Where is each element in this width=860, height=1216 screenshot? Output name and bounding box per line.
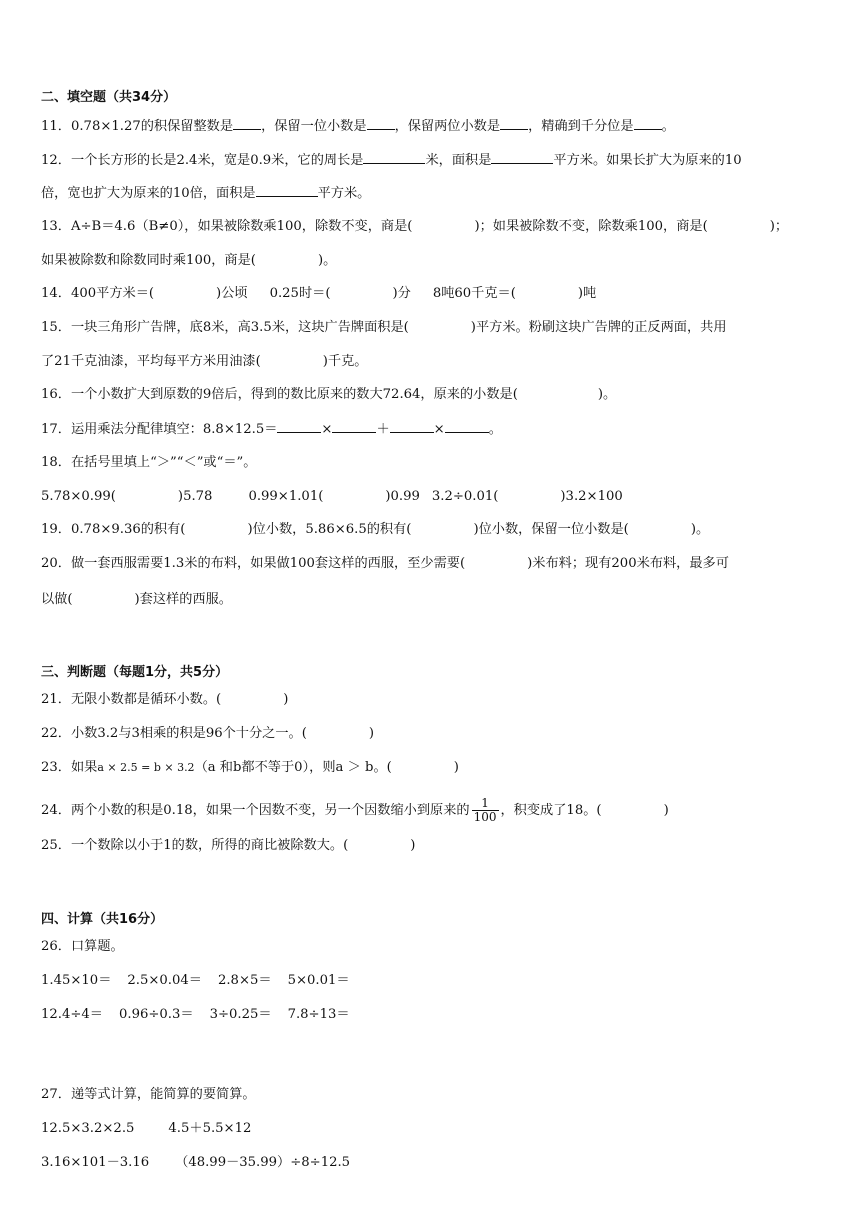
- q18-p2-right: )0.99: [385, 489, 420, 504]
- q19-text-d: )。: [690, 522, 710, 537]
- q14-text-d: )分: [392, 286, 411, 301]
- step-calc-item: 3.16×101－3.16: [41, 1155, 150, 1170]
- question-13: [41, 218, 788, 236]
- q11-text-c: ，保留两位小数是: [394, 119, 501, 134]
- q11-text-a: 11．0.78×1.27的积保留整数是: [41, 119, 234, 134]
- q22-text-b: ): [368, 726, 375, 741]
- q13-text-a: 13．A÷B＝4.6（B≠0），如果被除数乘100，除数不变，商是(: [41, 219, 413, 234]
- mental-calc-item: 12.4÷4＝: [41, 1007, 103, 1022]
- q24-text-a: 24．两个小数的积是0.18，如果一个因数不变，另一个因数缩小到原来的: [41, 803, 470, 818]
- q20-text-c: 以做(: [41, 592, 73, 607]
- q23-text-e: ): [453, 760, 459, 775]
- blank[interactable]: [445, 420, 489, 433]
- question-26-title: 26．口算题。: [41, 939, 124, 954]
- q15-text-c: 了21千克油漆，平均每平方米用油漆(: [41, 354, 261, 369]
- q18-p3-left: 3.2÷0.01(: [431, 489, 499, 504]
- q12-text-d: 倍，宽也扩大为原来的10倍，面积是: [41, 186, 256, 201]
- question-27-row-2: [41, 1154, 350, 1172]
- q14-text-b: )公顷: [216, 286, 248, 301]
- question-18: 18．在括号里填上“＞”“＜”或“＝”。: [41, 455, 257, 470]
- fraction-denominator: 100: [473, 810, 497, 824]
- q23-text-d: 。(: [373, 760, 392, 775]
- q11-text-e: 。: [661, 119, 675, 134]
- q19-text-a: 19．0.78×9.36的积有(: [41, 522, 186, 537]
- question-20-line2: [41, 591, 232, 609]
- q19-text-c: )位小数，保留一位小数是(: [473, 522, 629, 537]
- q23-text-b: （a 和b都不等于0），则: [194, 760, 336, 775]
- question-14: [41, 285, 596, 303]
- question-12: [41, 151, 742, 170]
- q18-p2-left: 0.99×1.01(: [248, 489, 324, 504]
- fraction-numerator: 1: [472, 797, 499, 811]
- question-16: [41, 386, 616, 404]
- q25-text-a: 25．一个数除以小于1的数，所得的商比被除数大。(: [41, 838, 349, 853]
- q13-text-d: 如果被除数和除数同时乘100，商是(: [41, 253, 256, 268]
- fraction-one-hundredth: [472, 797, 499, 824]
- question-26-row-1: [41, 972, 350, 990]
- question-18-items: [41, 488, 623, 506]
- section-title-judge: 三、判断题（每题1分，共5分）: [41, 665, 229, 680]
- q14-text-f: )吨: [577, 286, 597, 301]
- q19-text-b: )位小数，5.86×6.5的积有(: [247, 522, 412, 537]
- question-11: [41, 117, 675, 136]
- question-26-row-2: [41, 1006, 350, 1024]
- q11-text-b: ，保留一位小数是: [261, 119, 367, 134]
- q23-text-a: 23．如果: [41, 760, 98, 775]
- q24-text-c: ): [663, 803, 669, 818]
- blank[interactable]: [390, 420, 434, 433]
- question-15: [41, 319, 727, 337]
- question-22: [41, 725, 374, 743]
- mental-calc-item: 1.45×10＝: [41, 973, 112, 988]
- question-15-line2: [41, 353, 367, 371]
- question-25: [41, 837, 415, 855]
- q16-text-a: 16．一个小数扩大到原数的9倍后，得到的数比原来的数大72.64，原来的小数是(: [41, 387, 518, 402]
- q18-p1-left: 5.78×0.99(: [41, 489, 116, 504]
- q12-text-e: 平方米。: [317, 186, 371, 201]
- question-27-title: 27．递等式计算，能简算的要简算。: [41, 1087, 256, 1102]
- q12-text-a: 12．一个长方形的长是2.4米，宽是0.9米，它的周长是: [41, 153, 364, 168]
- q23-relation: a ＞ b: [335, 760, 374, 775]
- q20-text-a: 20．做一套西服需要1.3米的布料，如果做100套这样的西服，至少需要(: [41, 556, 466, 571]
- mental-calc-item: 5×0.01＝: [287, 973, 350, 988]
- q14-text-c: 0.25时＝(: [269, 286, 331, 301]
- q18-p3-right: )3.2×100: [560, 489, 623, 504]
- question-21: [41, 691, 288, 709]
- blank[interactable]: [363, 151, 425, 164]
- q12-text-b: 米，面积是: [425, 153, 492, 168]
- step-calc-item: 12.5×3.2×2.5: [41, 1121, 135, 1136]
- q17-end: 。: [488, 422, 502, 437]
- section-title-calc: 四、计算（共16分）: [41, 912, 164, 927]
- question-12-line2: [41, 184, 370, 203]
- blank[interactable]: [332, 420, 376, 433]
- question-17: [41, 420, 502, 439]
- mental-calc-item: 2.5×0.04＝: [127, 973, 202, 988]
- question-13-line2: [41, 252, 336, 270]
- question-24: [41, 797, 669, 824]
- blank[interactable]: [233, 117, 261, 130]
- q12-text-c: 平方米。如果长扩大为原来的10: [553, 153, 742, 168]
- q11-text-d: ，精确到千分位是: [528, 119, 634, 134]
- q17-times-2: ×: [433, 422, 445, 437]
- question-27-row-1: [41, 1120, 251, 1138]
- section-title-fill-in: 二、填空题（共34分）: [41, 90, 177, 105]
- q23-expression: a × 2.5 = b × 3.2: [97, 761, 195, 774]
- q20-text-d: )套这样的西服。: [134, 592, 232, 607]
- q13-text-b: )；如果被除数不变，除数乘100，商是(: [474, 219, 708, 234]
- q15-text-d: )千克。: [322, 354, 368, 369]
- q20-text-b: )米布料；现有200米布料，最多可: [527, 556, 729, 571]
- q13-text-c: )；: [769, 219, 789, 234]
- q14-text-e: 8吨60千克＝(: [432, 286, 516, 301]
- blank[interactable]: [367, 117, 395, 130]
- q18-p1-right: )5.78: [177, 489, 213, 504]
- q17-plus: ＋: [376, 422, 390, 437]
- step-calc-item: （48.99－35.99）÷8÷12.5: [175, 1155, 351, 1170]
- q15-text-a: 15．一块三角形广告牌，底8米，高3.5米，这块广告牌面积是(: [41, 320, 409, 335]
- blank[interactable]: [277, 420, 321, 433]
- step-calc-item: 4.5＋5.5×12: [168, 1121, 252, 1136]
- q21-text-b: ): [283, 692, 289, 707]
- q16-text-b: )。: [597, 387, 617, 402]
- mental-calc-item: 2.8×5＝: [217, 973, 272, 988]
- q25-text-b: ): [410, 838, 416, 853]
- q15-text-b: )平方米。粉刷这块广告牌的正反两面，共用: [470, 320, 727, 335]
- blank[interactable]: [491, 151, 553, 164]
- blank[interactable]: [634, 117, 662, 130]
- mental-calc-item: 0.96÷0.3＝: [119, 1007, 194, 1022]
- q22-text-a: 22．小数3.2与3相乘的积是96个十分之一。(: [41, 726, 307, 741]
- question-23: [41, 759, 459, 777]
- q21-text-a: 21．无限小数都是循环小数。(: [41, 692, 222, 707]
- q14-text-a: 14．400平方米＝(: [41, 286, 155, 301]
- q17-times-1: ×: [321, 422, 333, 437]
- question-20: [41, 555, 729, 573]
- mental-calc-item: 3÷0.25＝: [209, 1007, 272, 1022]
- blank[interactable]: [500, 117, 528, 130]
- q13-text-e: )。: [317, 253, 337, 268]
- mental-calc-item: 7.8÷13＝: [287, 1007, 350, 1022]
- q17-text-a: 17．运用乘法分配律填空：8.8×12.5＝: [41, 422, 278, 437]
- q24-text-b: ，积变成了18。(: [500, 803, 602, 818]
- question-19: [41, 521, 709, 539]
- blank[interactable]: [256, 184, 318, 197]
